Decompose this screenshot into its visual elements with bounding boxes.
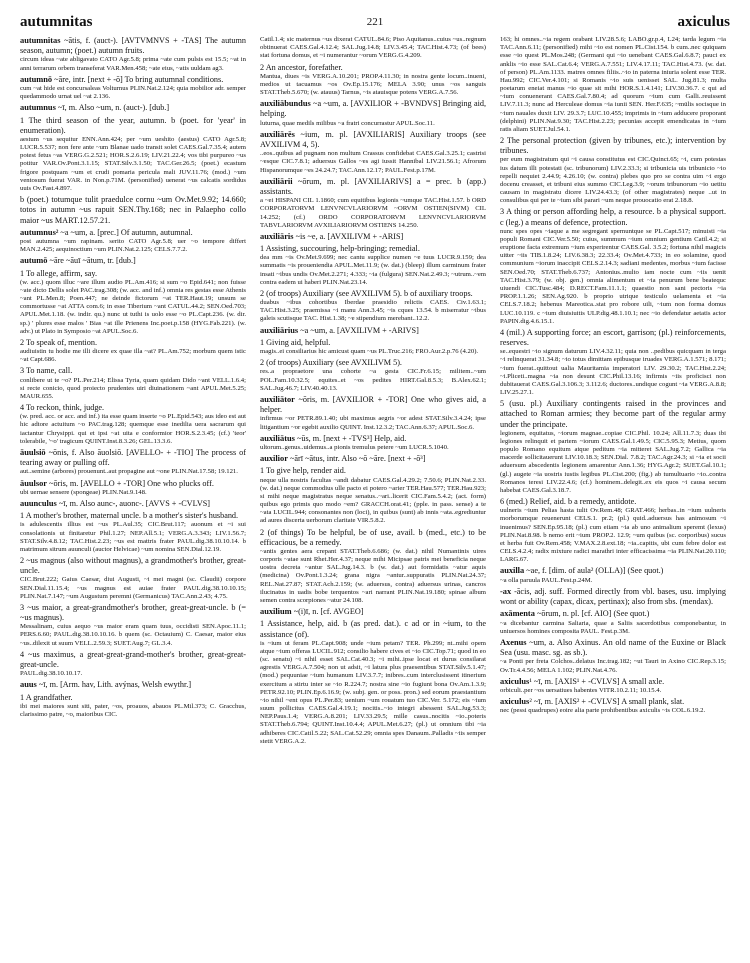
column-1 [20, 36, 246, 748]
definition: ~ōnis, f. Also āuolsiō. [AVELLO- + -TIO] The process of tearing away or pulling off. [20, 447, 246, 468]
dictionary-entry [260, 395, 486, 432]
right-guide-word: axiculus [677, 14, 730, 30]
dictionary-entry [500, 36, 726, 134]
dictionary-entry [20, 116, 246, 194]
definition: ~ōrum, m. pl. [AVXILIARIVS] a = prec. b (app.) assistants. [260, 176, 486, 196]
dictionary-entry [20, 693, 246, 720]
headword: auxiliātus [260, 433, 295, 443]
dictionary-entry [20, 448, 246, 477]
definition: ~ārī ~ātus, intr. Also ~ō ~āre. [next + -ō³] [287, 454, 426, 464]
citations: Mantua, diues ~is VERG.A.10.201; PROP.4.11.30; in nostra gente locum..inueni, medios ut tacuamus ~os Ov.Ep.15.176; MELA 3.90; unus ~os sanguis STAT.Theb.5.670; (w. atauus) Tarnus, ~is atauisque potens VERG.A.7.56. [260, 72, 486, 97]
citations: infirmus ~or PETR.89.1.40; ubi maximus aegris ~or adest STAT.Silv.3.4.24; ipse litigantium ~or egebit auxilio QUINT. Inst.12.3.2; TAC.Ann.6.37; APUL.Soc.6. [260, 415, 486, 431]
definition: ~is ~e, a. [AVXILIVM + -ARIS] [293, 231, 404, 241]
dictionary-entry [500, 328, 726, 397]
citations: is ~ium ut feram PL.Capt.908; unde ~ium petam? TER. Ph.299; nt..mihi opem atque ~ium offeras LUCIL.912; consilio habere cives et ~io CIC.Top.71; quod in eo (sc. senatu) ~i nihil esset SAL.Cat.40.3; ~i mihi..ipse locat et durus consilarat agrestis VERG.A.7.504; non ut adsit, ~i latura plus praesentibus STAT.Silv.5.1.47; (mod.) pequuniae ~ium humanum LIV.3.7.7; inibres..cum interclusissent itinerium exercitum a stirtu inter se ~io R.224.7; nostra sine ~io fugiunt bona Ov.Am.1.3.9; PETR.92.10; PLIN.Ep.6.16.9; (w. subj. gen. or poss. pron.) sed eorum praestantium ~io nihil ~ent opus PL.Per.83; uenium ~um rouatum tuo CIC.Ver. 5.172; eis ~ium suum pollicitus CAES.Gal.4.19.1; nocitis..~io integri abessent SAL.Jug.53.3; NEP.Paus.1.4; VERG.A.8.201; LIV.33.29.5; mille casus..nocitis ~io..poteris STAT.Theb.6.794; QUINT.Inst.10.4.4; APUL.Met.6.27; (pl.) ut omnium tibi ~ia adhiberes CIC.Catil.5.22; SAL.Cat.52.29; omnia spes Danaum..Palladis ~iis semper stetit VERG.A.2. [260, 639, 486, 745]
definition: ~ī, m. Also aunc-, auonc-. [AVVS + -CVLVS] [56, 498, 211, 508]
dictionary-entry [260, 454, 486, 464]
citations: conlibere ut te ~o? PL.Per.214; Elissa Tyria, quam quidam Dido ~ant VELL.1.6.4; si recte conicio, quod proiecto prudentes uiri diuinationem ~ant APUL.Met.5.25; MAUR.655. [20, 376, 246, 400]
citations: aut..semine (arbores) prouenunt..aut propagine aut ~one PLIN.Nat.17.58; 19.121. [20, 468, 238, 476]
dictionary-entry [260, 607, 486, 617]
definition: ² ~ī, m. [AXIS² + -CVLVS] A small plank, slat. [529, 697, 685, 707]
headword: autumnō [20, 74, 53, 84]
page-number: 221 [366, 16, 384, 28]
definition: ~a ~um, a. [prec.] Of autumn, autumnal. [58, 227, 193, 237]
definition: b (poet.) totumque tulit praedulce cornu ~um Ov.Met.9.92; 14.660; totos in autumn ~us rapuit SEN.Thy.168; nec in Palaepho collo maior ~us MART.12.57.21. [20, 195, 246, 225]
definition: ~ūs, m. [next + -TVS³] Help, aid. [294, 433, 407, 443]
dictionary-entry [20, 403, 246, 446]
citations: ubi uernae sensere (spongeae) PLIN.Nat.9.148. [20, 488, 147, 496]
citations: magis..ei consiliarius hic amicust quam ~us PL.Truc.216; FRO.Aur.2.p.76 (4.20). [260, 348, 479, 356]
headword: Axenus [500, 637, 527, 647]
headword: auxilla [500, 566, 525, 576]
definition: ~ōrum, n. pl. [cf. AIO] (See quot.) [534, 609, 650, 619]
headword: auxiliārius [260, 325, 299, 335]
definition: ~a ~um, a. [AVXILIOR + -BVNDVS] Bringing aid, helping. [260, 99, 486, 119]
headword: autumnitas [20, 36, 61, 45]
dictionary-entry [500, 136, 726, 205]
dictionary-entry [260, 63, 486, 98]
citations: Catil.1.4; sic maternus ~us dixerat CATUL.84.6; Piso Aquitanus..cuius ~us..regnum obtinuerat CAES.Gal.4.12.4; SAL.Jug.14.8; LIV.3.45.4; TAC.Hist.4.73; (of bees) stat fortuna domus, et ~i numerantur ~orum VERG.G.4.209. [260, 36, 486, 60]
definition: ~(i)ī, n. [cf. AVGEO] [291, 607, 364, 617]
definition: ~a ~um, a. [AVXILIVM + -ARIVS] [298, 325, 419, 335]
citations: orbiculi..per ~os uersatiues habentes VITR.10.2.11; 10.15.4. [500, 686, 662, 694]
dictionary-entry [20, 511, 246, 554]
dictionary-entry [500, 609, 726, 636]
headword: auunculus [20, 498, 57, 508]
citations: neque ulla nostris facultas ~andi dabatur CAES.Gal.4.29.2; 7.50.6; PLIN.Nat.2.33. (w. dat.) neque commodius ulle pacto ei potero ~arier TER.Hau.577; TER.Hau.923; si mihi neque magistratus neque senatus..~ari..licerit CIC.Fam.5.4.2; (act. form) quibus ego primis quo modo ~em? GRACCH.orat.41; (pple. in pass. sense) a te ~ata LUCIL.944; consonantes non (loci), in quibus (sunt) ab innis ~ata..egrediuntur ad aures discerta uerborum claritate VIR.5.8.2. [260, 476, 486, 525]
dictionary-entry [260, 466, 486, 525]
definition: 3 ~us maior, a great-grandmother's brother, great-great-uncle. b (= ~us magnus). [20, 602, 246, 623]
definition: ~ī, m. Also ~um, n. (auct-). [dub.] [55, 103, 170, 113]
dictionary-entry [20, 603, 246, 648]
citations: (w. acc.) quom illuc ~are illum audio PL.Am.416; si sum ~o Epid.641; non fuisse ~ate dicto Dellis solet PAC.trag.308; (w. acc. and inf.) omnia res gestas esse Athenis ~ant PL.Men.8; Poen.447; ne deinde fictorum ~at TER.Haut.19; unsum se commortusse ~at ATTA com.6; in esse Tiberium ~ant CATUL.44.2; SEN.Oed.703; APUL.Met.1.18. (w. indir. qu.) nunc ut tuthi is uolo esse ~o PL.Capt.236. (w. dir. sp.) ' plures esse malos ' Bias ~at ille Prienens Inc.poet.p.158 (HYG.Fab.221). (w. adv.) ut Plato in Symposio ~at APUL.Soc.6. [20, 278, 246, 335]
column-2 [260, 36, 486, 748]
citations: Messalinam, cuius aequo ~us maior eram quam tuus, occidisti SEN.Apoc.11.1; PERS.6.60; PAUL.dig.38.10.10.16. b quem (sc. Octauium) C. Caesar, maior eius ~us..dilexit ut suum VELL.2.59.3; SUET.Aug.7; GL.3.4. [20, 623, 246, 647]
dictionary-entry [500, 697, 726, 715]
citations: is adulescentis illius est ~us PL.Aul.35; CIC.Brut.117; auonum et ~i sui consolationis ut finitaretur Phil.1.27; NEP.All.5.1; VERG.A.3.343; LIV.1.56.7; STAT.Silv.4.8.12; TAC.Hist.2.23; ~us est mattris frater PAUL.dig.38.10.10.14. b matrimum sitrum auunculi (auctor Helvicae) ~um nomina SEN.Dial.12.19. [20, 521, 246, 553]
dictionary-entry [500, 677, 726, 695]
citations: aestum ~us sequitur ENN.Ann.424; per ~um ueshito (aestus) CATO Agr.5.8; LUCR.5.537; non fere ante ~um Blanae uado transit solet CAES.Gal.7.35.4; autem potest fetus ~as VERG.G.2.521; HOR.S.2.6.19; LIV.21.22.4; vos tibi purpureo ~us potitur VAR.Ov.Pont.3.1.15; STAT.Silv.3.1.50; TAC.Ger.26.5; (poet.) ecastum frigore postquam ~um et crudi pomaria pericula mali JUV.11.76; (mod.) ~um ventosum fuerat VAR. in Non.p.71M. (personified) uenerat ~us calcatis sordidus uuis Ov.Fast.4.897. [20, 135, 246, 192]
definition: 2 An ancestor, forefather. [260, 62, 343, 72]
definition: 4 (mil.) A supporting force; an escort, garrison; (pl.) reinforcements, reserves. [500, 327, 726, 348]
definition: ~ōris, m. [AVELLO + -TOR] One who plucks off. [47, 478, 214, 488]
dictionary-entry [20, 680, 246, 690]
definition: ~ātis, f. (auct-). [AVTVMNVS + -TAS] The autumn season, autumn; (poet.) autumn fruits. [20, 36, 246, 56]
headword: auus [20, 680, 37, 690]
definition: 5 (usu. pl.) Auxiliary contingents raised in the provinces and attached to Roman armies; they become part of the regular army under the principate. [500, 399, 726, 429]
headword: axāmenta [500, 609, 535, 619]
citations: (w. pred. acc. or acc. and inf.) ita esse quam inserte ~o PL.Epid.543; aus ideo est aut hic adtore actuitum ~o PAC.trag.128; quemque esse inedilia uera sacrarum qui iactantur Chrysippi. qui et ipsi ~at uita e conformior HOR.S.2.3.45; (cf.) 'teor' tolerabile, '~o' tragicum QUINT.Inst.8.3.26; GEL.13.3.6. [20, 413, 246, 445]
dictionary-entry [260, 434, 486, 452]
definition: ~ium, m. pl. [AVXILIARIS] Auxiliary troops (see AVXILIVM 4, 5). [260, 129, 486, 150]
dictionary-entry [260, 244, 486, 287]
citations: PAUL.dig.38.10.10.17. [20, 670, 83, 678]
dictionary-entry [20, 195, 246, 226]
headword: auxilior [260, 454, 288, 464]
headword: auxiliābundus [260, 99, 311, 109]
columns [20, 36, 730, 748]
citations: ~a dicebantur carmina Saliaria, quae a Saliis sacerdotibus componebantur, in uniuersos homines composita PAUL. Fest.p.3M. [500, 619, 726, 635]
dictionary-entry [20, 75, 246, 102]
citations: uulneris ~ium Pelias hasta tulit Ov.Rem.48; GRAT.466; herbas..in ~ium uulneris morborumque reuenerunt CELS.1. pr.2; (pl.) quid..aduersus has animosum ~i inuenimus? SEN.Ep.95.18; (pl.) cum eiiam ~ia ab uno animalium speremt (lexus) PLIN.Nat.8.98. b nemo erit ~ium PROP.2. 12.9; ~um quibus (sc. corporibus) sucus et herba fuit Ov.Rem.458; V.MAX.2.8.ext.18; ~ia..capitis, ubi cum febre dolor est CELS.4.2.4; radix mixture radici marathri inter efficacissima ~ia PLIN.Nat.20.110; LARG.67. [500, 507, 726, 564]
definition: 4 ~us maximus, a great-great-grand-mother's brother, great-great-great-uncle. [20, 649, 246, 669]
definition: 1 Assistance, help, aid. b (as pred. dat.). c ad or in ~ium, to the assistance (of). [260, 619, 486, 639]
citations: ~a olla paruula PAUL.Fest.p.24M. [500, 576, 593, 584]
citations: nec (pessi quadrupes) eoire alia parte prohibentibus axiculis ~is COL.6.19.2. [500, 707, 706, 715]
left-guide-word: autumnitas [20, 14, 93, 30]
citations: ~a Ponti per freta Colchos..delatus Inc.trag.182; ~ut Tauri in Axino CIC.Rep.3.15; Ov.Tr.4.4.56; MELA 1.102; PLIN.Nat.4.76. [500, 658, 726, 674]
dictionary-entry [260, 130, 486, 175]
running-head [20, 14, 730, 36]
dictionary-entry [20, 269, 246, 336]
headword: axiculus [500, 697, 530, 707]
headword: autumnus [20, 103, 56, 113]
dictionary-entry [260, 528, 486, 606]
definition: ~um, a. Also Axinus. An old name of the Euxine or Black Sea (usu. masc. sg. as sb.). [500, 637, 726, 658]
dictionary-entry [20, 338, 246, 365]
headword: axiculus [500, 676, 530, 686]
definition: 6 (med.) Relief, aid. b a remedy, antidote. [500, 497, 637, 507]
citations: circum ideas ~ate abligavato CATO Agr.5.8; prima ~ate cum pulsis est 15.5; ~at in anni terrarum orbem transeferat VAR.Men.458; ~ate eius, ~atis uuldam ag3. [20, 56, 246, 72]
citations: ibi mei maiores sunt siti, pater, ~os, proauos, abauos PL.Mil.373; C. Gracchus, clarissimo patre, ~o, maioribus CIC. [20, 702, 246, 718]
citations: per eum magistratum qui ~i causa constitutus est CIC.Quinct.65; ~i, cum potestas ius datum illi potestati (sc. tribunorum) LIV.2.33.3; si tribunicia uis tribunicio ~io repelli nequiet 2.44.9; 4.26.10; (w. contra) plebes quo pro se contra uim ~i ergo docenu creasset, et tribuni eius summo CIC.Leg.3.9; ~orum tribunorum ~io uetitu causam in magistratu dicere LIV.24.43.3; (of other magistrates) neque ..ut in consulibus qui per te ~ium sibi parari ~um neque prouocatio erat 2.18.8. [500, 156, 726, 205]
citations: ..eos..quibus ad pugnam non multum Crassus confidebat CAES.Gal.3.25.1; castrisi ~esque CIC.7.8.1; aduersus Gallos ~es agi iussit Hannibal LIV.21.56.1; Afrorum Hispanorumque ~es 24.24.7; TAC.Ann.12.17; PAUL.Fest.p.17M. [260, 150, 486, 174]
citations: a ~ei HISPANI CIL 1.1860; cum equitibus legionis ~umque TAC.Hist.1.57. b ORD CORPORATORVM LENVNCVLARIORVM ~ORVM OSTIEN(SIVM) CIL 14.252; (cf.) ORDO CORPORATORVM LENVNCVLARIORVM TABVLARIORVM AVXILIARIORVM OSTIENS 14.250. [260, 197, 486, 229]
dictionary-entry [260, 326, 486, 336]
definition: 2 (of troops) Auxiliary (see AVXILIVM 5). [260, 358, 402, 368]
definition: 2 The personal protection (given by tribunes, etc.); intervention by tribunes. [500, 136, 726, 156]
dictionary-entry [500, 638, 726, 675]
citations: se..equestri ~io signum daturum LIV.4.32.11; quia non ..pedibus quicquam in terga ~i relinquerat 31.34.8; ~io totus dimittam epibusque iruades VERG.A.1.571; 8.171; ~ium fuerat..quittout ualia Mauritamia imperatori LIV. 29.30.2; TAC.Hist.2.24; ~i.Pliceti..magna ~ia non desunt CIC.Phil.13.16; infirmis ~iis proficisci non dubitauerat CAES.Gal.3.106.3; 3.112.6; ductores..undique cogunt ~ia VERG.A.8.8; LIV.25.27.1. [500, 348, 726, 397]
definition: 3 To name, call. [20, 366, 73, 376]
dictionary-entry [260, 358, 486, 393]
dictionary-entry [20, 479, 246, 497]
dictionary-entry [20, 366, 246, 401]
headword: āuulsor [20, 478, 47, 488]
definition: ~āre ~āuī ~ātum, tr. [dub.] [47, 256, 136, 266]
dictionary-entry [20, 228, 246, 255]
citations: 163; hi omnes..~ia regem orabant LIV.28.5.6; LABO.gr.p.4, L24; tarda legum ~ia TAC.Ann.6.11; (personified) mihi ~io est nomen PL.Cist.154. b cum..nec quiquam esse ~io quest PL.Mos.248; (Germani qui ~io uenebant CAES.Gal.6.8.7; pauci ex anklis ~io esse SAL.Cat.6.4; VERG.A.7.551; LIV.4.17.11; TAC.Hist.4.73. (w. dat. of person) PL.Am.1133. matres omnes filiis..~io in paterna iniuria solent esse TER. Hau.992; CIC.Ver.4.101; si Romanis ~io suis uenisset SAL. Jug.81.3; multa poetarum eneiat manus ~io quae sit mihi HOR.S.1.4.141; LIV.30.36.7. c qui ad ~ium conuenerant CAES.Gal.7.80.4; ad quorum ~ium cum Galli..reuissent LIV.7.11.3; nunc ad Herculeae domus ~ia iunii SEN. Her.F.635; ~mülis socisque in ~ium nauales duxit LIV. 29.3.7; LUC.10.455; imprimis in ~ium adducere proporant (delphini) PLIN.Nat.9.30; TAC.Hist.2.23; pecunias accepit emendicatas in ~ium ratis aliam SUET.Jul.54.1. [500, 36, 726, 133]
citations: audiuistin tu hodie me illi dicere ex quae illa ~at? PL.Am.752; morbum quem istic ~at Capt.686. [20, 348, 246, 364]
definition: ~ae, f. [dim. of aula² (OLLA)] (See quot.) [524, 566, 664, 576]
definition: 1 A grandfather. [20, 692, 73, 702]
definition: ~ī, m. [Arm. hav, Lith. avýnas, Welsh ewythr.] [36, 680, 192, 690]
definition: -ācis, adj. suff. Formed directly from vbl. bases, usu. implying wont or ability (capax, dicax, pertinax); also from sbs. (mendax). [500, 586, 726, 607]
citations: luturna, quae medils milibus ~a fratri concurrastur APUL.Soc.11. [260, 119, 435, 127]
definition: 1 To give help, render aid. [260, 466, 346, 476]
dictionary-entry [20, 103, 246, 113]
dictionary-entry [500, 207, 726, 325]
dictionary-entry [20, 256, 246, 266]
dictionary-entry [500, 497, 726, 564]
citations: post autumna ~um rapinam. serito CATO Agr.5.8; uer ~o tempore differt MAN.2.425; aequinoctium ~um PLIN.Nat.2.125; CELS.7.7.2. [20, 237, 246, 254]
headword: autumnus² [20, 227, 59, 237]
headword: auxilium [260, 607, 292, 617]
headword: auxiliārēs [260, 129, 295, 139]
headword: auxiliātor [260, 394, 295, 404]
citations: ultorum..genus..uidemus..a pionis tremulus petere ~um LUCR.5.1040. [260, 443, 449, 451]
citations: duabus ~ibus cohortibus Iberdae praesidio relictis CAES. Civ.1.63.1; TAC.Hist.3.25; praemissa ~i manu Ann.3.45; ~is cques 13.54. b miserratur ~ibus galeis scutisque TAC. Hist.1.38; ~e stipendium merebant..12.2. [260, 299, 486, 323]
citations: res..a propraetore una cohorte ~a gesta CIC.Fr.6.15; militem..~um POL.Fam.10.32.5; equites..et ~os pedites HIRT.Gal.8.5.3; B.Alex.62.1; SAL.Jug.46.7; LIV.40.40.13. [260, 368, 486, 392]
definition: 1 Giving aid, helpful. [260, 337, 331, 347]
definition: ¹ ~ī, m. [AXIS¹ + -CVLVS] A small axle. [529, 676, 665, 686]
definition: 2 (of things) To be helpful, be of use, avail. b (med., etc.) to be efficacious, be a remedy. [260, 527, 486, 547]
definition: ~āre, intr. [next + -ō] To bring autumnal conditions. [52, 74, 224, 84]
definition: 1 To allege, affirm, say. [20, 268, 98, 278]
definition: 1 The third season of the year, autumn. b (poet. for 'year' in enumeration). [20, 115, 246, 135]
definition: 1 Assisting, succouring, help-bringing; remedial. [260, 244, 420, 254]
citations: CIC.Brut.222; Gaius Caesar, diui Augusti, ~i mei magni (sc. Claudii) corpore SEN.Dial.11.15.4; ~us magnus est auiae frater PAUL.dig.38.10.10.15; PLIN.Nat.7.147; ~um Augustum peremni (Germanicus) TAC.Ann.2.43; 4.75. [20, 576, 246, 600]
citations: cum ~at hide est concursaleas Volturnus PLIN.Nat.2.124; quia mobilior adr. semper quedammodo urnat uel ~at 2.136. [20, 85, 246, 101]
definition: ~ōris, m. [AVXILIOR + -TOR] One who gives aid, a helper. [260, 394, 486, 415]
definition: 4 To reckon, think, judge. [20, 403, 105, 413]
dictionary-entry [260, 99, 486, 128]
dictionary-entry [260, 232, 486, 242]
headword: auxiliāris [260, 231, 294, 241]
definition: 1 A mother's brother, maternal uncle. b a mother's sister's husband. [20, 511, 239, 521]
definition: 2 (of troops) Auxiliary (see AVXILIVM 5). b of auxiliary troops. [260, 288, 473, 298]
dictionary-entry [500, 399, 726, 495]
dictionary-entry [20, 556, 246, 601]
headword: autumō [20, 256, 48, 266]
dictionary-entry [20, 36, 246, 73]
dictionary-entry [500, 587, 726, 607]
definition: 3 A thing or person affording help, a resource. b a physical support. c (leg.) a means of defence, protection. [500, 207, 726, 227]
dictionary-entry [260, 289, 486, 324]
dictionary-entry [260, 619, 486, 746]
dictionary-entry [260, 36, 486, 61]
citations: dea mm ~is Ov.Met.9.699; nec cantu supplice numen ~e tuus LUCR.9.159; dea summatis ~is proueniendia APUL.Met.11.9; (w. dat.) (bleep) illum carminum frater insati ~ibus undis Ov.Met.2.271; 4.333; ~ia (fulgura) SEN.Nat.2.49.3; ~utrum..~em contra eadem ui haberi PLIN.Nat.23.14. [260, 254, 486, 286]
dictionary-entry [260, 338, 486, 356]
dictionary-entry [20, 650, 246, 679]
citations: nunc spes opes ~iaque a me segregant spernuntque se PL.Capt.517; minuisti ~ia populi Romani CIC.Ver.5.50; cuius, summum ~ium omnium gentium Catil.4.2; si eruptione facta extremum ~ium experirentur CAES.Gal. 3.5.2; fortuna nihil magicis uitter ~iis TIB.1.8.24; LIV.6.38.3; 22.33.4; Ov.Met.4.733; in eo solamine, quod communium ~iorum inaccipit CELS.2.14.3; sadiani medentes, morbus ~ium facisse SEN.Oed.70; STAT.Theb.6.737; Antonius..multo iam nocte cum ~iis uenit TAC.Hist.3.79; (w. obj. gen.) omnia alimentum et ~ia penurum bene beatequc uiuendi CIC.Tusc.484; D.RECT.Fam.11.1.1; quaestio non sani pectoris ~ia PROP.1.1.26; SEN.Ag.920. b proprio utrique testiculo uelamenta et ~ia CELS.7.18.2; hebenus Mareotica..stat pro robore uili, ~ium non forma domus LUC.10.119. c ~ium diuisiuitis ULP.dig.48.1.10.1; nec ~io defendatur aetatis actor PAPIN.dig.4.6.15.1. [500, 227, 726, 325]
dictionary-entry [500, 566, 726, 584]
definition: 2 ~us magnus (also without magnus), a grandmother's brother, great-uncle. [20, 556, 246, 576]
dictionary-entry [260, 177, 486, 230]
column-3 [500, 36, 726, 748]
dictionary-entry [20, 499, 246, 509]
headword: auxiliārii [260, 176, 293, 186]
headword: -ax [500, 586, 512, 596]
definition: 2 To speak of, mention. [20, 337, 98, 347]
headword: āuulsiō [20, 447, 46, 457]
citations: legionem, equitatus, ~iorum magnae..copiae CIC.Phil. 10.24; All.11.7.3; duas ibi legiones relinquit et partem ~iorum CAES.Gal.1.49.5; CIC.5.95.3; Metius, quom populo Romano equitum atque peditum ~ia mitteret SAL.Jug.7.2; Gallica ~ia macerde sollicitauerunt LIV.10.18.3; SEN.Dial. 7.8.2; TAC.Agr.24.3; si ~ia et socii aduersum abscedentis legionem amarentur Ann.1.36; HYG.Agr.2; SUET.Gal.10.1; (gl.) augete ~ia uostris iustis legibus PL.Cist.200; (fig.) ab tumultuario ~io..contra Romanos teresi LIV.22.4.6; (cf.) hominem..delegit..ex eis quos ~i causa secum habebat CAES.Gal.3.18.7. [500, 429, 726, 494]
citations: ~antis gentes aera crepant STAT.Theb.6.686; (w. dat.) nihil Numantinis uires corporis ~atae sunt Rhet.Her.4.37; neque mihi Micipsae patris mei beneficia neque uostra decreta ~antur SAL.Jug.14.3. b (w. dat.) aut formidatis ~atur aquis (medicina) Ov.Pont.1.3.24; grana nigra ~antur..suppuratis PLIN.Nat.24.37; REL.Nat.27.87; STAT.Ach.2.159; (w. aduersus, contra) aduersus urinas, cancros ilucinatus in uadis bobe terquentos ~ari narrant PLIN.Nat.19.180; spinae album semen contra scorpiones ~atur 24.108. [260, 547, 486, 604]
